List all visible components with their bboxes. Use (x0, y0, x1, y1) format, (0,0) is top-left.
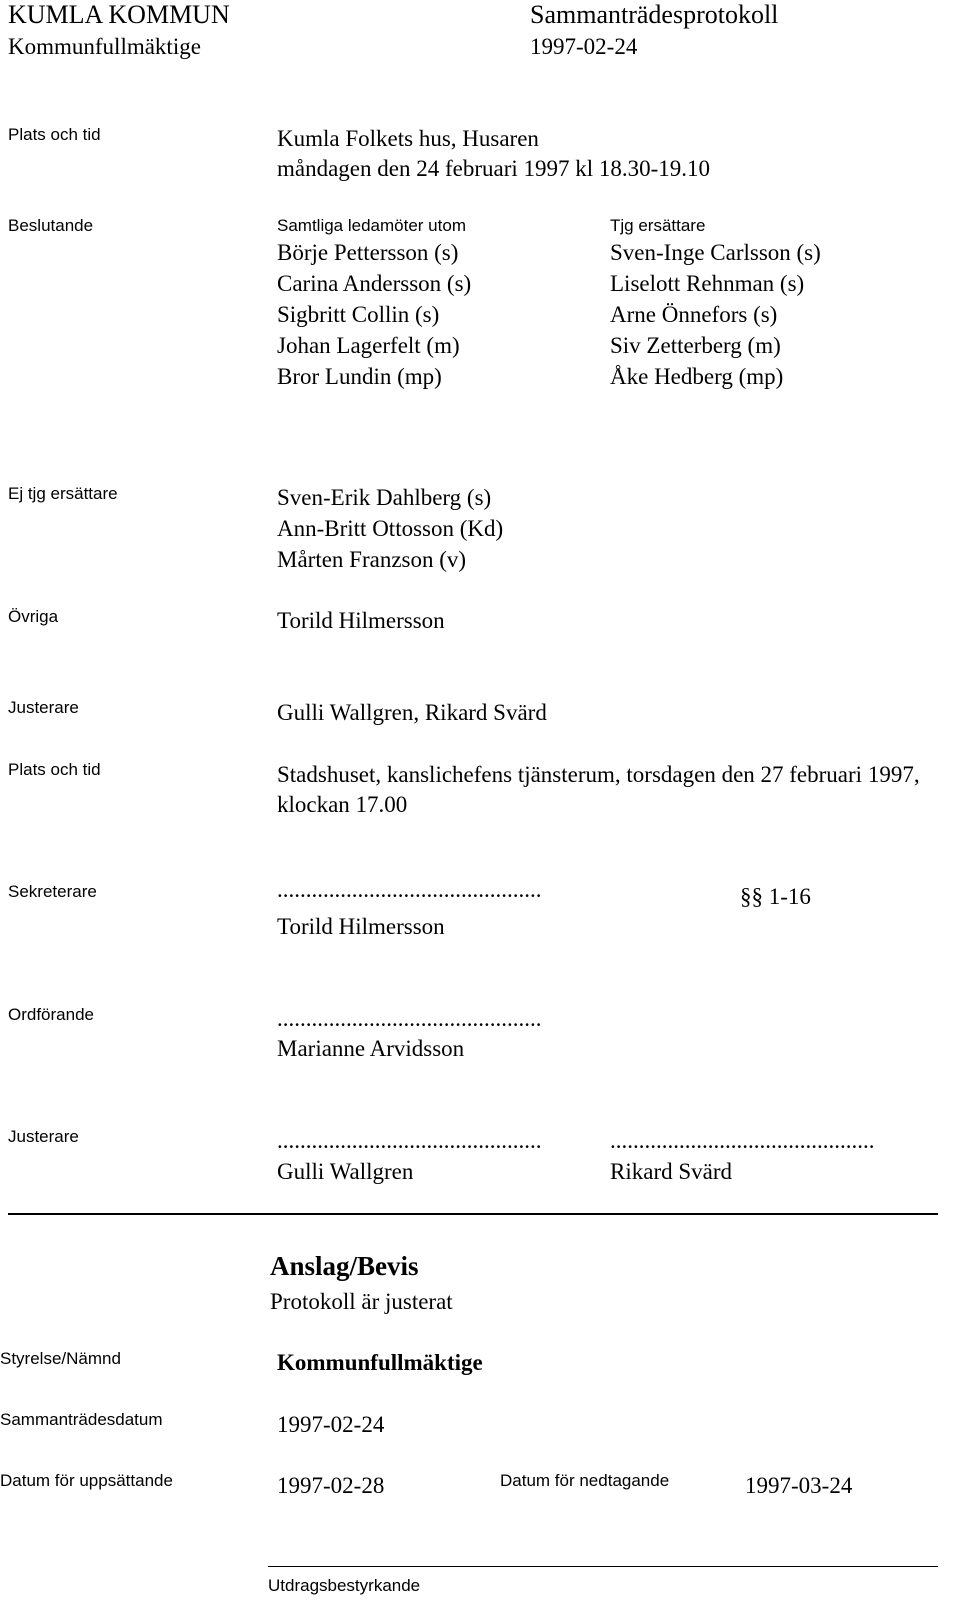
removal-date-value: 1997-03-24 (745, 1473, 853, 1498)
notice-subtitle: Protokoll är justerat (270, 1289, 453, 1314)
header-date: 1997-02-24 (530, 34, 638, 59)
list-item: Carina Andersson (s) (277, 271, 472, 296)
non-serving-label: Ej tjg ersättare (8, 484, 118, 503)
list-item: Börje Pettersson (s) (277, 240, 459, 265)
list-item: Sigbritt Collin (s) (277, 302, 440, 327)
chair-label: Ordförande (8, 1005, 94, 1024)
adjusters-signature-label: Justerare (8, 1127, 79, 1146)
substitutes-heading: Tjg ersättare (610, 216, 706, 235)
adjusters-names: Gulli Wallgren, Rikard Svärd (277, 700, 547, 725)
meeting-time: måndagen den 24 februari 1997 kl 18.30-19.10 (277, 156, 711, 181)
posting-date-value: 1997-02-28 (277, 1473, 385, 1498)
adjuster1-signature-line: .............................................. (277, 1128, 542, 1153)
chair-name: Marianne Arvidsson (277, 1036, 465, 1061)
certification-label: Utdragsbestyrkande (268, 1576, 421, 1595)
board-value: Kommunfullmäktige (277, 1350, 483, 1375)
list-item: Sven-Inge Carlsson (s) (610, 240, 821, 265)
adjustment-place-label: Plats och tid (8, 760, 101, 779)
members-heading: Samtliga ledamöter utom (277, 216, 466, 235)
absent-members-list (277, 237, 471, 392)
municipality-name: KUMLA KOMMUN (8, 0, 230, 29)
adjuster1-name: Gulli Wallgren (277, 1159, 414, 1184)
adjuster2-signature-line: .............................................. (610, 1128, 875, 1153)
list-item: Ann-Britt Ottosson (Kd) (277, 516, 504, 541)
secretary-label: Sekreterare (8, 882, 97, 901)
notice-title: Anslag/Bevis (270, 1251, 419, 1281)
secretary-signature-line: .............................................. (277, 877, 542, 902)
meeting-place: Kumla Folkets hus, Husaren (277, 126, 539, 151)
list-item: Åke Hedberg (mp) (610, 364, 784, 389)
section-divider (8, 1213, 938, 1215)
posting-date-label: Datum för uppsättande (0, 1471, 173, 1490)
list-item: Liselott Rehnman (s) (610, 271, 805, 296)
adjustment-place-line2: klockan 17.00 (277, 792, 408, 817)
removal-date-label: Datum för nedtagande (500, 1471, 670, 1490)
serving-substitutes-list (610, 237, 821, 392)
secretary-name: Torild Hilmersson (277, 914, 445, 939)
paragraph-range: §§ 1-16 (740, 884, 811, 909)
list-item: Johan Lagerfelt (m) (277, 333, 460, 358)
list-item: Arne Önnefors (s) (610, 302, 778, 327)
document-type: Sammanträdesprotokoll (530, 0, 779, 29)
list-item: Sven-Erik Dahlberg (s) (277, 485, 492, 510)
others-name: Torild Hilmersson (277, 608, 445, 633)
list-item: Siv Zetterberg (m) (610, 333, 781, 358)
place-time-label: Plats och tid (8, 125, 101, 144)
board-label: Styrelse/Nämnd (0, 1349, 121, 1368)
adjuster2-name: Rikard Svärd (610, 1159, 733, 1184)
body-name: Kommunfullmäktige (8, 34, 201, 59)
others-label: Övriga (8, 607, 59, 626)
meeting-date-value: 1997-02-24 (277, 1412, 385, 1437)
non-serving-list (277, 482, 503, 575)
list-item: Bror Lundin (mp) (277, 364, 442, 389)
decision-makers-label: Beslutande (8, 216, 94, 235)
footer-divider (268, 1566, 938, 1567)
adjustment-place-line1: Stadshuset, kanslichefens tjänsterum, torsdagen den 27 februari 1997, (277, 762, 920, 787)
list-item: Mårten Franzson (v) (277, 547, 467, 572)
meeting-date-label: Sammanträdesdatum (0, 1410, 163, 1429)
chair-signature-line: .............................................. (277, 1006, 542, 1031)
adjusters-label: Justerare (8, 698, 79, 717)
